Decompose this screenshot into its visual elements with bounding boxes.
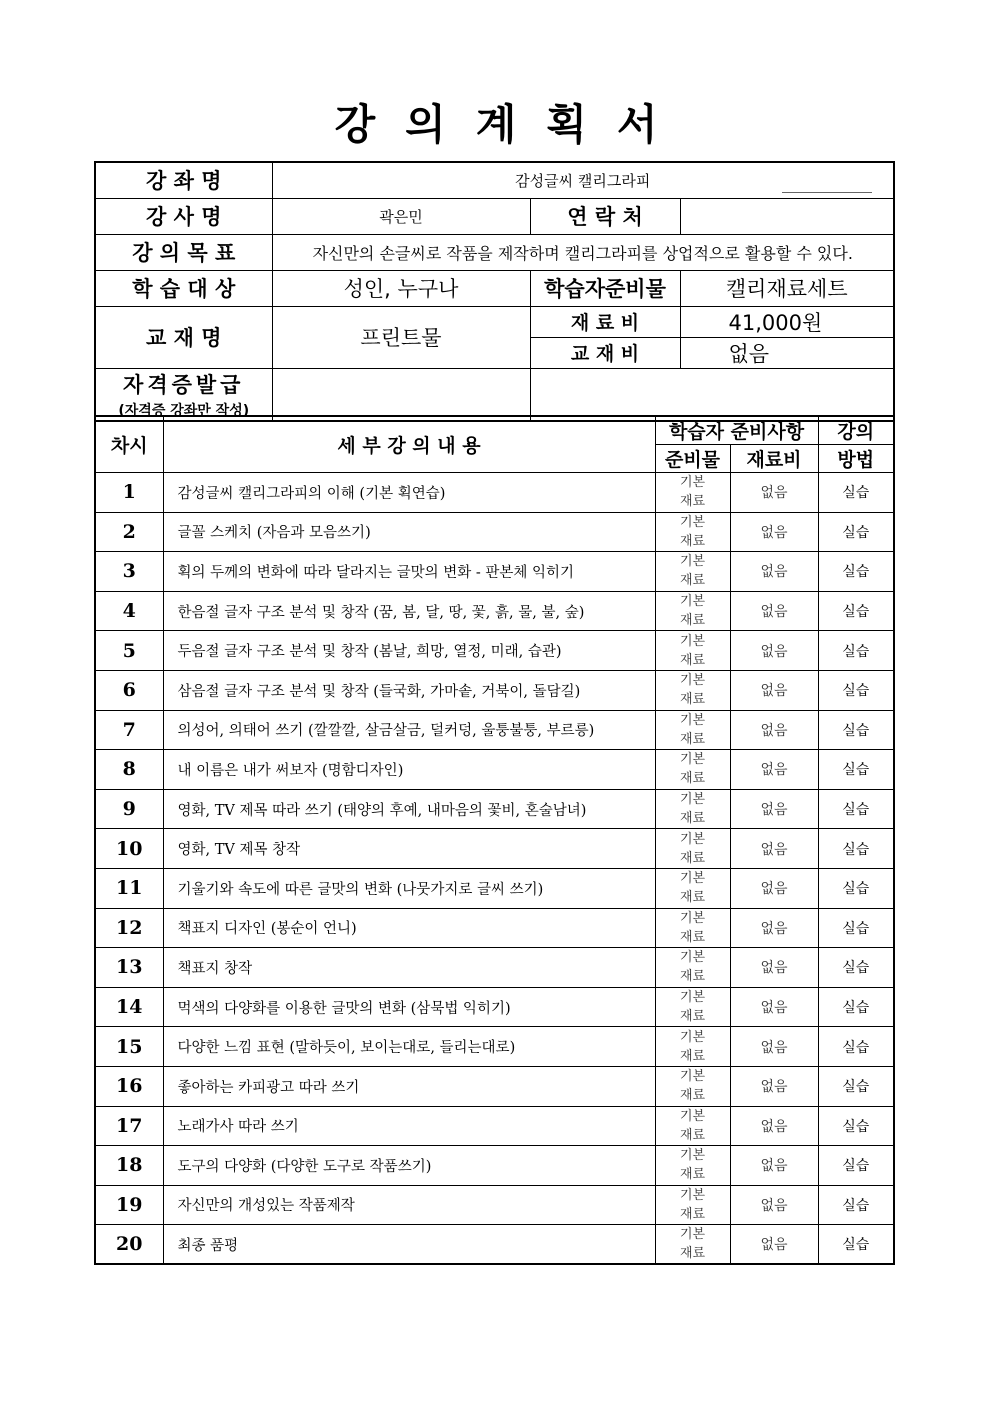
session-number: 13	[95, 948, 163, 988]
table-row	[95, 750, 894, 790]
session-method: 실습	[818, 948, 894, 988]
session-number: 17	[95, 1106, 163, 1146]
session-number: 16	[95, 1066, 163, 1106]
table-row	[95, 987, 894, 1027]
page-title: 강의계획서	[334, 100, 688, 149]
session-fee: 없음	[730, 512, 818, 552]
session-number: 11	[95, 868, 163, 908]
session-prep: 기본 재료	[655, 512, 730, 552]
table-row	[95, 591, 894, 631]
session-content: 책표지 디자인 (봉순이 언니)	[163, 908, 655, 948]
session-prep: 기본 재료	[655, 829, 730, 869]
session-method: 실습	[818, 1027, 894, 1067]
session-method: 실습	[818, 1106, 894, 1146]
session-number: 4	[95, 591, 163, 631]
session-fee: 없음	[730, 1185, 818, 1225]
session-prep: 기본 재료	[655, 1146, 730, 1186]
session-prep: 기본 재료	[655, 631, 730, 671]
session-fee: 없음	[730, 552, 818, 592]
method-header-top: 강의	[818, 416, 894, 445]
session-method: 실습	[818, 868, 894, 908]
session-fee: 없음	[730, 829, 818, 869]
session-prep: 기본 재료	[655, 987, 730, 1027]
target-value: 성인, 누구나	[272, 270, 530, 306]
session-content: 영화, TV 제목 따라 쓰기 (태양의 후예, 내마음의 꽃비, 혼술남녀)	[163, 789, 655, 829]
session-fee: 없음	[730, 1106, 818, 1146]
session-method: 실습	[818, 1066, 894, 1106]
session-prep: 기본 재료	[655, 1106, 730, 1146]
table-row	[95, 868, 894, 908]
session-content: 다양한 느낌 표현 (말하듯이, 보이는대로, 들리는대로)	[163, 1027, 655, 1067]
session-prep: 기본 재료	[655, 1225, 730, 1265]
material-fee-label: 재 료 비	[530, 306, 680, 337]
table-row	[95, 473, 894, 513]
session-prep: 기본 재료	[655, 948, 730, 988]
table-row	[95, 631, 894, 671]
table-row	[95, 670, 894, 710]
certificate-extra	[530, 368, 894, 421]
supplies-label: 학습자준비물	[530, 270, 680, 306]
session-content: 내 이름은 내가 써보자 (명함디자인)	[163, 750, 655, 790]
session-fee: 없음	[730, 1146, 818, 1186]
course-name-value: 감성글씨 캘리그라피	[272, 162, 894, 198]
session-method: 실습	[818, 512, 894, 552]
session-number: 1	[95, 473, 163, 513]
session-fee: 없음	[730, 750, 818, 790]
session-method: 실습	[818, 1146, 894, 1186]
table-row	[95, 908, 894, 948]
table-row	[95, 1106, 894, 1146]
session-content: 두음절 글자 구조 분석 및 창작 (봄날, 희망, 열정, 미래, 습관)	[163, 631, 655, 671]
session-number: 6	[95, 670, 163, 710]
prep-header: 준비물	[655, 445, 730, 473]
session-header: 차시	[95, 416, 163, 473]
session-method: 실습	[818, 670, 894, 710]
session-prep: 기본 재료	[655, 868, 730, 908]
textbook-fee-label: 교 재 비	[530, 337, 680, 368]
session-content: 기울기와 속도에 따른 글맛의 변화 (나뭇가지로 글씨 쓰기)	[163, 868, 655, 908]
session-prep: 기본 재료	[655, 1027, 730, 1067]
course-info-table	[94, 161, 895, 422]
textbook-label: 교 재 명	[95, 306, 272, 368]
table-row	[95, 1066, 894, 1106]
session-prep: 기본 재료	[655, 591, 730, 631]
session-method: 실습	[818, 789, 894, 829]
session-content: 글꼴 스케치 (자음과 모음쓰기)	[163, 512, 655, 552]
session-number: 19	[95, 1185, 163, 1225]
prep-group-header: 학습자 준비사항	[655, 416, 818, 445]
goal-value: 자신만의 손글씨로 작품을 제작하며 캘리그라피를 상업적으로 활용할 수 있다.	[272, 234, 894, 270]
session-content: 최종 품평	[163, 1225, 655, 1265]
session-method: 실습	[818, 1185, 894, 1225]
session-number: 18	[95, 1146, 163, 1186]
session-content: 노래가사 따라 쓰기	[163, 1106, 655, 1146]
goal-label: 강 의 목 표	[95, 234, 272, 270]
session-content: 책표지 창작	[163, 948, 655, 988]
session-content: 의성어, 의태어 쓰기 (깔깔깔, 살금살금, 덜커덩, 울퉁불퉁, 부르릉)	[163, 710, 655, 750]
fee-header: 재료비	[730, 445, 818, 473]
session-content: 좋아하는 카피광고 따라 쓰기	[163, 1066, 655, 1106]
session-method: 실습	[818, 473, 894, 513]
course-name-label: 강 좌 명	[95, 162, 272, 198]
session-method: 실습	[818, 591, 894, 631]
session-fee: 없음	[730, 868, 818, 908]
session-method: 실습	[818, 987, 894, 1027]
session-number: 12	[95, 908, 163, 948]
session-fee: 없음	[730, 908, 818, 948]
session-content: 감성글씨 캘리그라피의 이해 (기본 획연습)	[163, 473, 655, 513]
session-fee: 없음	[730, 1225, 818, 1265]
session-fee: 없음	[730, 948, 818, 988]
session-method: 실습	[818, 552, 894, 592]
session-number: 15	[95, 1027, 163, 1067]
supplies-value: 캘리재료세트	[680, 270, 894, 306]
session-prep: 기본 재료	[655, 710, 730, 750]
table-row	[95, 512, 894, 552]
certificate-note: (자격증 강좌만 작성)	[118, 402, 250, 419]
instructor-label: 강 사 명	[95, 198, 272, 234]
session-prep: 기본 재료	[655, 670, 730, 710]
session-prep: 기본 재료	[655, 789, 730, 829]
session-fee: 없음	[730, 1027, 818, 1067]
certificate-label: 자격증발급 (자격증 강좌만 작성)	[95, 368, 272, 421]
session-number: 9	[95, 789, 163, 829]
instructor-value: 곽은민	[272, 198, 530, 234]
content-header: 세 부 강 의 내 용	[163, 416, 655, 473]
certificate-value	[272, 368, 530, 421]
session-prep: 기본 재료	[655, 552, 730, 592]
session-number: 10	[95, 829, 163, 869]
table-row	[95, 1185, 894, 1225]
session-method: 실습	[818, 908, 894, 948]
session-content: 영화, TV 제목 창작	[163, 829, 655, 869]
session-method: 실습	[818, 710, 894, 750]
table-row	[95, 948, 894, 988]
session-content: 획의 두께의 변화에 따라 달라지는 글맛의 변화 - 판본체 익히기	[163, 552, 655, 592]
session-prep: 기본 재료	[655, 473, 730, 513]
session-content: 한음절 글자 구조 분석 및 창작 (꿈, 봄, 달, 땅, 꽃, 흙, 물, 불, 숲)	[163, 591, 655, 631]
lecture-plan-table	[94, 415, 895, 1265]
target-label: 학 습 대 상	[95, 270, 272, 306]
session-prep: 기본 재료	[655, 908, 730, 948]
table-row	[95, 552, 894, 592]
table-row	[95, 829, 894, 869]
session-fee: 없음	[730, 473, 818, 513]
table-row	[95, 1027, 894, 1067]
session-number: 5	[95, 631, 163, 671]
session-fee: 없음	[730, 1066, 818, 1106]
session-method: 실습	[818, 1225, 894, 1265]
session-method: 실습	[818, 829, 894, 869]
session-fee: 없음	[730, 710, 818, 750]
session-fee: 없음	[730, 591, 818, 631]
session-content: 자신만의 개성있는 작품제작	[163, 1185, 655, 1225]
session-number: 8	[95, 750, 163, 790]
session-fee: 없음	[730, 631, 818, 671]
session-prep: 기본 재료	[655, 1066, 730, 1106]
session-fee: 없음	[730, 789, 818, 829]
table-row	[95, 789, 894, 829]
session-content: 먹색의 다양화를 이용한 글맛의 변화 (삼묵법 익히기)	[163, 987, 655, 1027]
table-row	[95, 1225, 894, 1265]
session-method: 실습	[818, 631, 894, 671]
textbook-fee-value: 없음	[680, 337, 894, 368]
session-prep: 기본 재료	[655, 750, 730, 790]
session-fee: 없음	[730, 987, 818, 1027]
session-number: 7	[95, 710, 163, 750]
contact-label: 연 락 처	[530, 198, 680, 234]
session-content: 삼음절 글자 구조 분석 및 창작 (들국화, 가마솥, 거북이, 돌담길)	[163, 670, 655, 710]
session-content: 도구의 다양화 (다양한 도구로 작품쓰기)	[163, 1146, 655, 1186]
session-number: 14	[95, 987, 163, 1027]
table-row	[95, 710, 894, 750]
table-row	[95, 1146, 894, 1186]
textbook-value: 프린트물	[272, 306, 530, 368]
session-number: 20	[95, 1225, 163, 1265]
contact-value	[680, 198, 894, 234]
method-header-bottom: 방법	[818, 445, 894, 473]
contact-redaction-line	[782, 192, 872, 193]
session-prep: 기본 재료	[655, 1185, 730, 1225]
session-number: 2	[95, 512, 163, 552]
session-number: 3	[95, 552, 163, 592]
session-method: 실습	[818, 750, 894, 790]
session-fee: 없음	[730, 670, 818, 710]
material-fee-value: 41,000원	[680, 306, 894, 337]
